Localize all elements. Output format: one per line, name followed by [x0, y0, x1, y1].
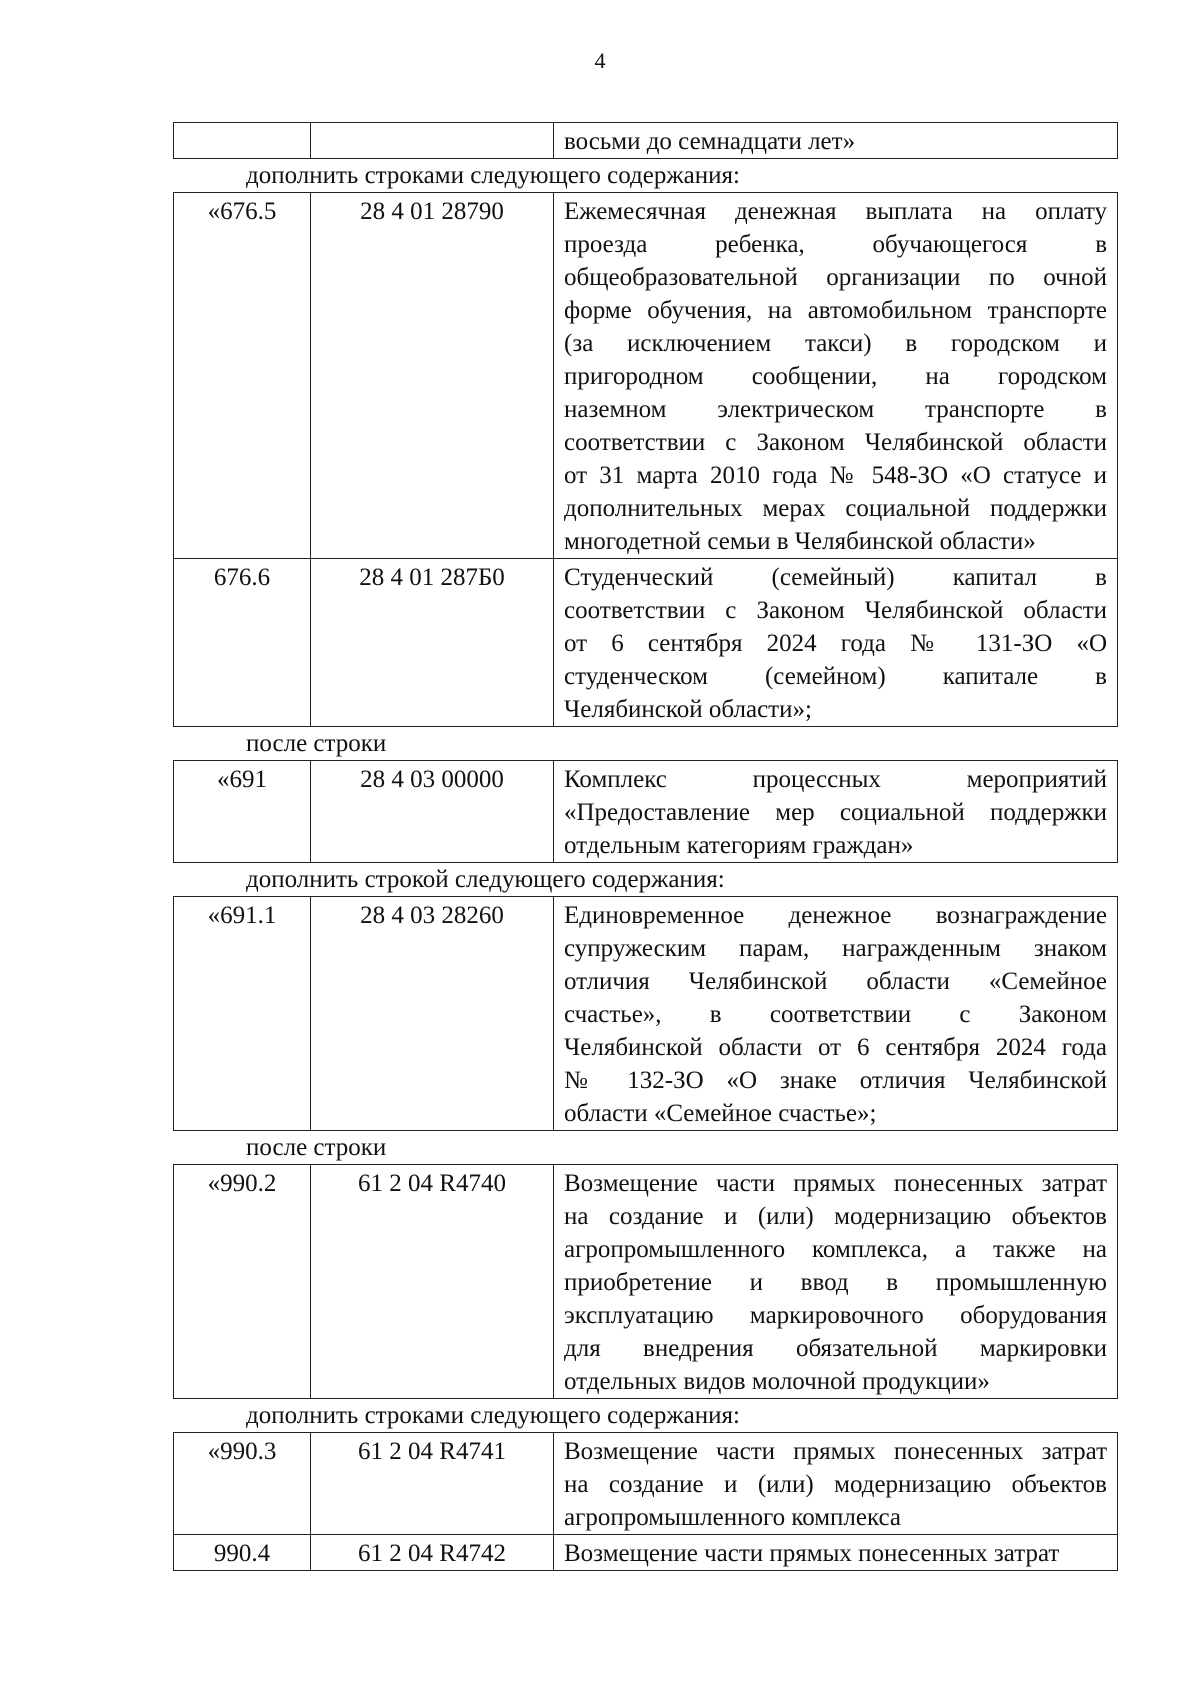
row-number-cell: «676.5: [174, 193, 311, 559]
table-row: [174, 193, 1118, 559]
description-line: № 132-ЗО «О знаке отличия Челябинской: [564, 1067, 1107, 1094]
description-line: отдельных видов молочной продукции»: [564, 1368, 990, 1395]
description-line: общеобразовательной организации по очной: [564, 264, 1107, 291]
instruction-text: после строки: [246, 730, 387, 757]
description-cell: [554, 1433, 1118, 1535]
description-line: отдельным категориям граждан»: [564, 832, 914, 859]
description-line: от 31 марта 2010 года № 548-ЗО «О статусе и: [564, 462, 1107, 489]
description-line: Возмещение части прямых понесенных затрат: [564, 1438, 1107, 1465]
budget-code-cell: 28 4 01 28790: [311, 193, 554, 559]
description-line: приобретение и ввод в промышленную: [564, 1269, 1107, 1296]
description-line: эксплуатацию маркировочного оборудования: [564, 1302, 1107, 1329]
description-line: студенческом (семейном) капитале в: [564, 663, 1107, 690]
description-line: Ежемесячная денежная выплата на оплату: [564, 198, 1107, 225]
amendment-table: [173, 896, 1118, 1131]
row-number-cell: [174, 123, 311, 159]
description-line: «Предоставление мер социальной поддержки: [564, 799, 1107, 826]
description-cell: [554, 761, 1118, 863]
description-line: отличия Челябинской области «Семейное: [564, 968, 1107, 995]
instruction-text: после строки: [246, 1134, 387, 1161]
description-line: дополнительных мерах социальной поддержки: [564, 495, 1107, 522]
amendment-table: [173, 1432, 1118, 1571]
description-line: Единовременное денежное вознаграждение: [564, 902, 1107, 929]
table-row: [174, 761, 1118, 863]
amendment-table: [173, 192, 1118, 727]
budget-code-cell: [311, 123, 554, 159]
table-row: [174, 1165, 1118, 1399]
description-line: Челябинской области от 6 сентября 2024 года: [564, 1034, 1107, 1061]
description-cell: [554, 193, 1118, 559]
description-line: агропромышленного комплекса, а также на: [564, 1236, 1107, 1263]
description-line: (за исключением такси) в городском и: [564, 330, 1107, 357]
description-line: Студенческий (семейный) капитал в: [564, 564, 1107, 591]
row-number-cell: «990.2: [174, 1165, 311, 1399]
description-line: агропромышленного комплекса: [564, 1504, 902, 1531]
description-cell: [554, 559, 1118, 727]
amendment-table: [173, 1164, 1118, 1399]
description-line: Возмещение части прямых понесенных затрат: [564, 1170, 1107, 1197]
budget-code-cell: 28 4 03 28260: [311, 897, 554, 1131]
description-line: многодетной семьи в Челябинской области»: [564, 528, 1036, 555]
description-line: Комплекс процессных мероприятий: [564, 766, 1107, 793]
description-line: от 6 сентября 2024 года № 131-ЗО «О: [564, 630, 1107, 657]
row-number-cell: «691: [174, 761, 311, 863]
description-line: счастье», в соответствии с Законом: [564, 1001, 1107, 1028]
description-cell: [554, 897, 1118, 1131]
instruction-text: дополнить строками следующего содержания:: [246, 162, 740, 189]
table-row: [174, 559, 1118, 727]
page-number: 4: [594, 48, 606, 73]
amendment-table: [173, 760, 1118, 863]
description-line: соответствии с Законом Челябинской области: [564, 597, 1107, 624]
budget-code-cell: 28 4 03 00000: [311, 761, 554, 863]
description-line: пригородном сообщении, на городском: [564, 363, 1107, 390]
amendment-table: [173, 122, 1118, 159]
table-row: [174, 123, 1118, 159]
budget-code-cell: 61 2 04 R4741: [311, 1433, 554, 1535]
instruction-text: дополнить строками следующего содержания:: [246, 1402, 740, 1429]
description-line: Челябинской области»;: [564, 696, 812, 723]
budget-code-cell: 61 2 04 R4742: [311, 1535, 554, 1571]
row-number-cell: 676.6: [174, 559, 311, 727]
table-row: [174, 1535, 1118, 1571]
description-cell: [554, 123, 1118, 159]
description-cell: [554, 1535, 1118, 1571]
description-line: наземном электрическом транспорте в: [564, 396, 1107, 423]
description-line: проезда ребенка, обучающегося в: [564, 231, 1107, 258]
table-row: [174, 897, 1118, 1131]
document-body: [173, 122, 1118, 1571]
table-row: [174, 1433, 1118, 1535]
description-line: Возмещение части прямых понесенных затрат: [564, 1540, 1060, 1567]
description-line: соответствии с Законом Челябинской области: [564, 429, 1107, 456]
row-number-cell: 990.4: [174, 1535, 311, 1571]
description-line: для внедрения обязательной маркировки: [564, 1335, 1107, 1362]
row-number-cell: «691.1: [174, 897, 311, 1131]
description-line: восьми до семнадцати лет»: [564, 128, 856, 155]
description-line: форме обучения, на автомобильном транспорте: [564, 297, 1107, 324]
description-cell: [554, 1165, 1118, 1399]
budget-code-cell: 28 4 01 287Б0: [311, 559, 554, 727]
description-line: на создание и (или) модернизацию объектов: [564, 1471, 1107, 1498]
row-number-cell: «990.3: [174, 1433, 311, 1535]
instruction-text: дополнить строкой следующего содержания:: [246, 866, 725, 893]
description-line: на создание и (или) модернизацию объектов: [564, 1203, 1107, 1230]
budget-code-cell: 61 2 04 R4740: [311, 1165, 554, 1399]
description-line: области «Семейное счастье»;: [564, 1100, 877, 1127]
description-line: супружеским парам, награжденным знаком: [564, 935, 1107, 962]
